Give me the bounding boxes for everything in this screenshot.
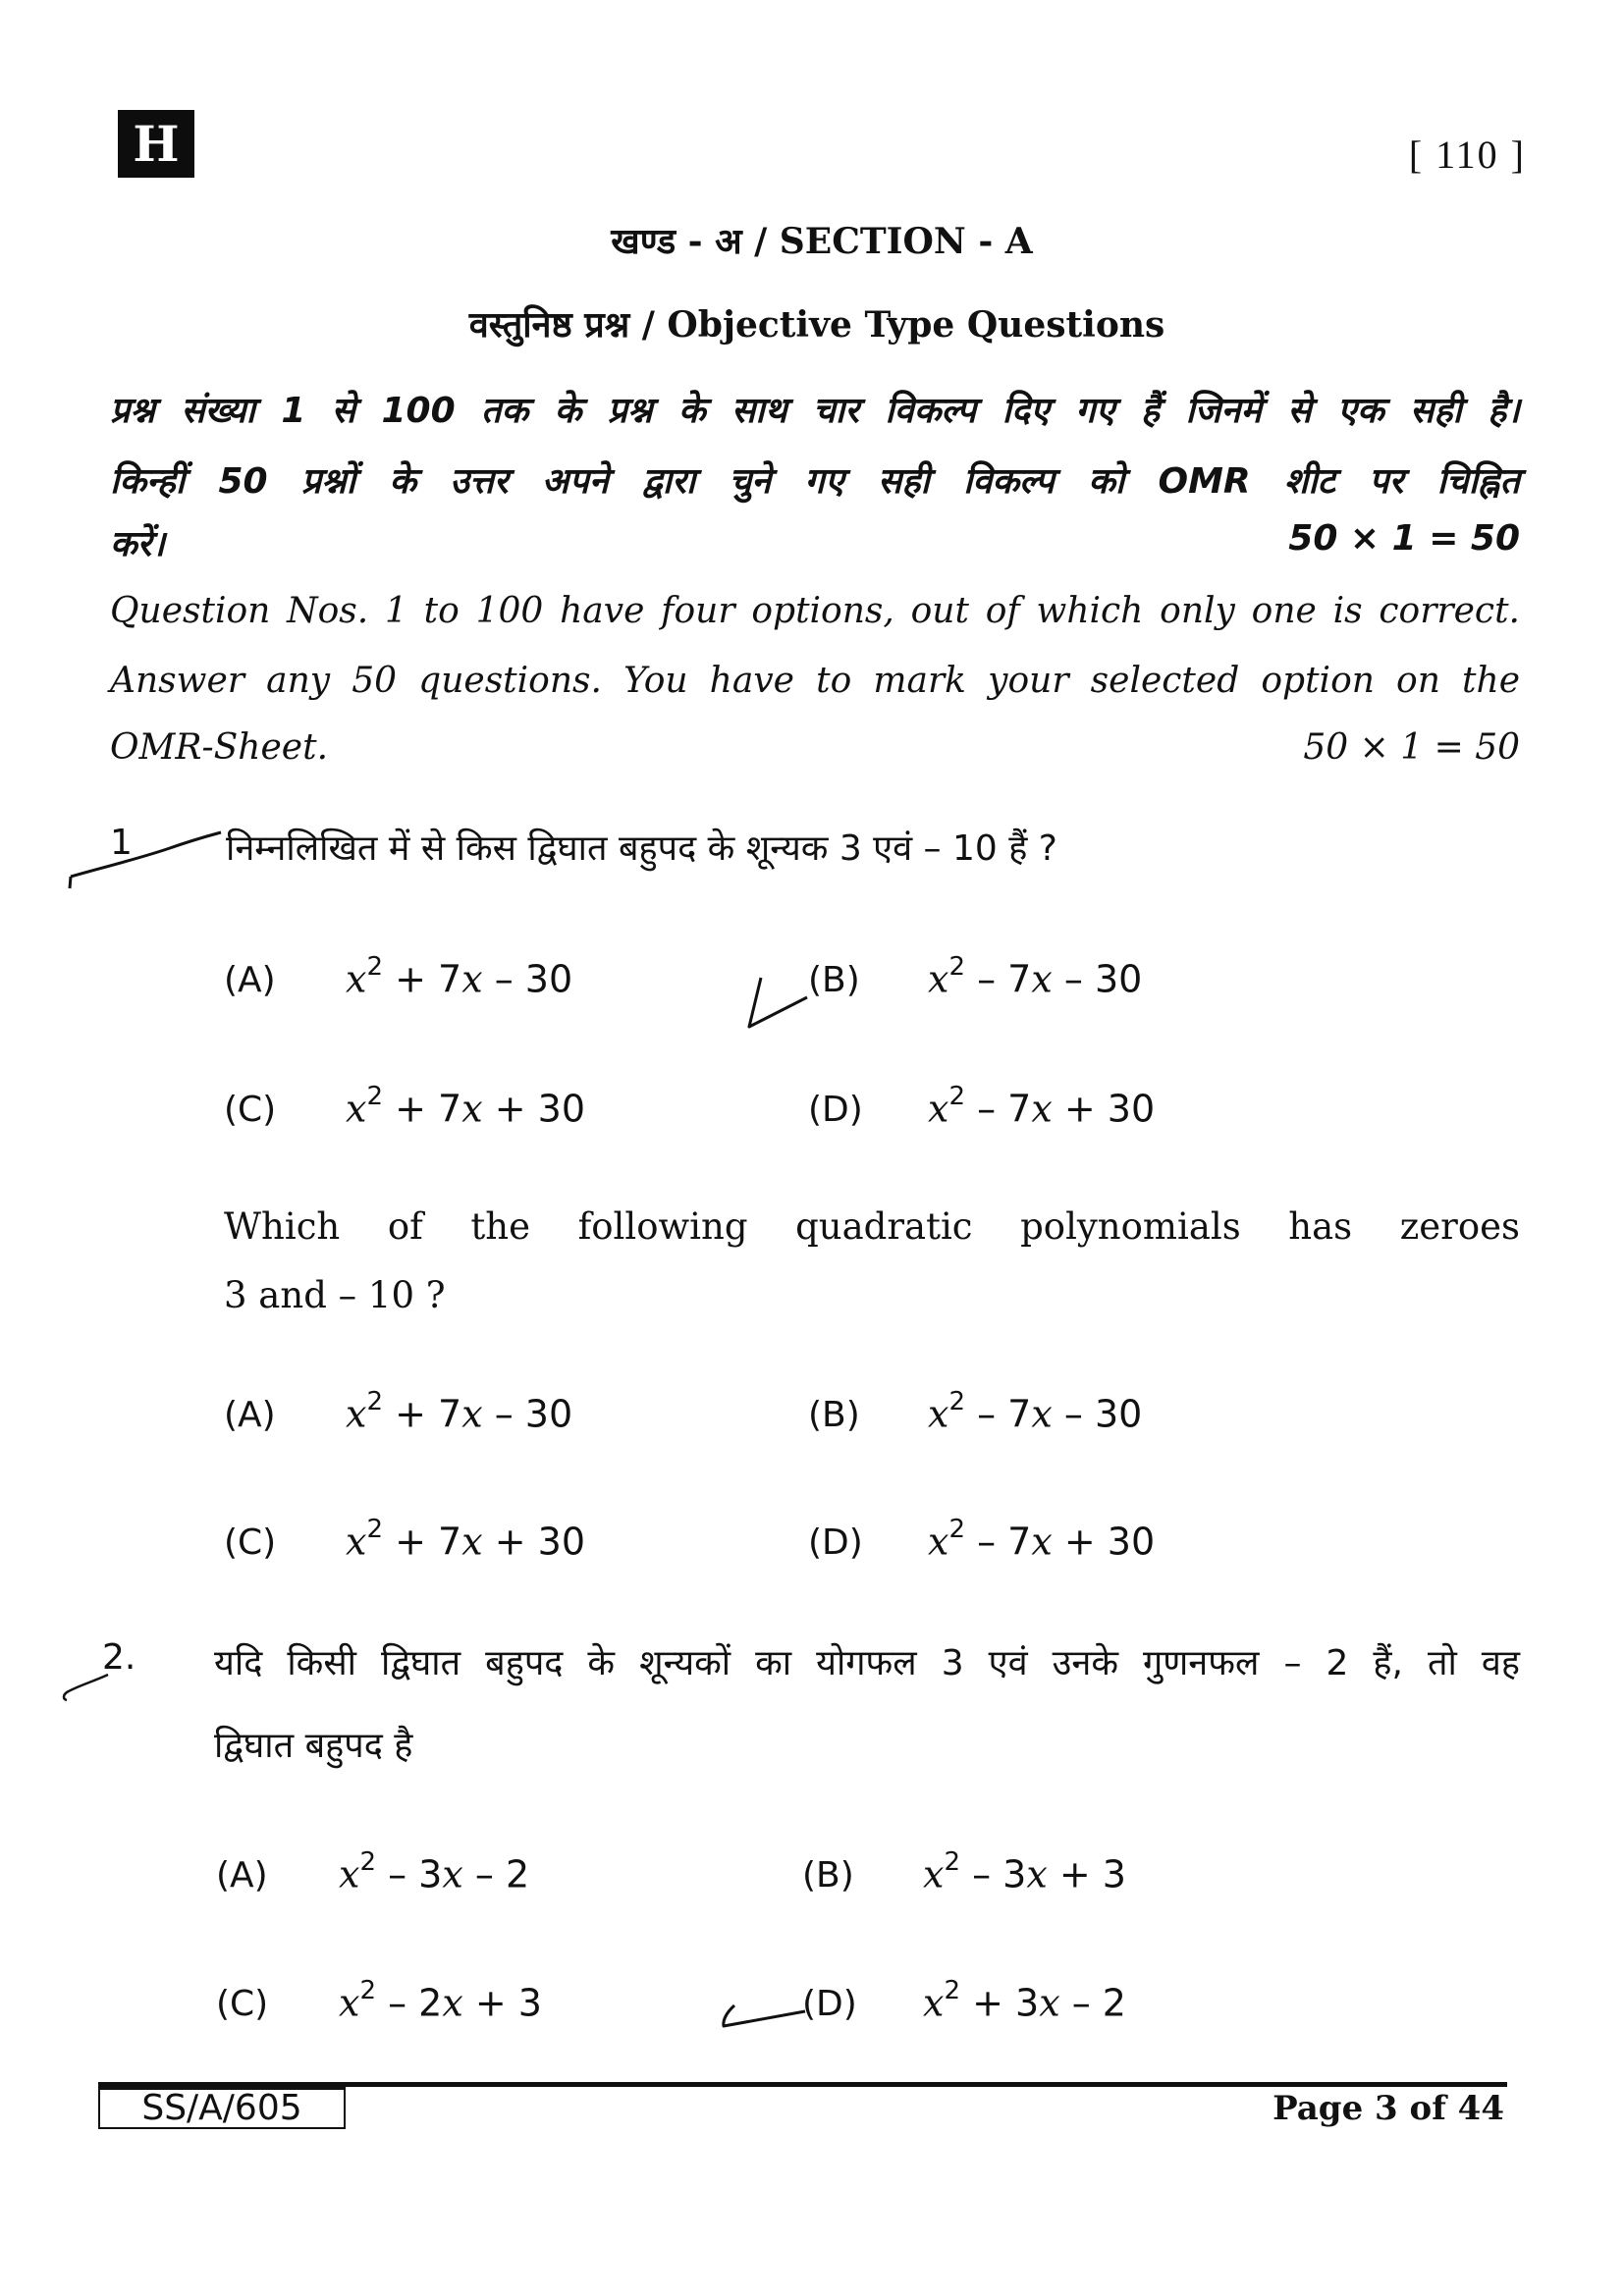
question-1-text-hindi: निम्नलिखित में से किस द्विघात बहुपद के शून्यक 3 एवं – 10 हैं ? — [226, 828, 1057, 869]
q2-option-c-expr: $x^2 - 2x + 3$ — [339, 1976, 542, 2025]
footer-paper-code: SS/A/605 — [98, 2087, 346, 2129]
q2-option-c-label[interactable]: (C) — [216, 1984, 269, 2024]
question-2-text-hindi-line-1: यदि किसी द्विघात बहुपद के शून्यकों का योगफल 3 एवं उनके गुणनफल – 2 हैं, तो वह — [214, 1643, 1520, 1683]
q1-hi-option-a-expr: $x^2 + 7x - 30$ — [346, 952, 573, 1001]
q2-option-b-expr: $x^2 - 3x + 3$ — [923, 1847, 1126, 1896]
q1-hi-option-c-label[interactable]: (C) — [224, 1090, 277, 1130]
instructions-english-line-1: Question Nos. 1 to 100 have four options, out of which only one is correct. — [110, 591, 1520, 631]
q1-en-option-a-label[interactable]: (A) — [224, 1395, 276, 1435]
question-2-number: 2. — [102, 1637, 136, 1678]
q2-option-a-label[interactable]: (A) — [216, 1855, 268, 1896]
section-subtitle: वस्तुनिष्ठ प्रश्न / Objective Type Questions — [468, 304, 1165, 346]
q1-hi-option-d-expr: $x^2 - 7x + 30$ — [928, 1082, 1156, 1131]
q1-hi-option-b-label[interactable]: (B) — [808, 960, 860, 1000]
instructions-english-end: OMR-Sheet. — [110, 727, 329, 768]
q1-en-option-d-expr: $x^2 - 7x + 30$ — [928, 1515, 1156, 1564]
q1-en-option-c-label[interactable]: (C) — [224, 1522, 277, 1563]
q1-hi-option-c-expr: $x^2 + 7x + 30$ — [346, 1082, 585, 1131]
q1-en-option-a-expr: $x^2 + 7x - 30$ — [346, 1387, 573, 1436]
q2-option-d-expr: $x^2 + 3x - 2$ — [923, 1976, 1126, 2025]
q1-en-option-b-label[interactable]: (B) — [808, 1395, 860, 1435]
q2-option-d-label[interactable]: (D) — [802, 1984, 857, 2024]
set-code-badge: H — [118, 110, 194, 178]
instructions-hindi-end: करें। — [110, 524, 166, 564]
question-1-text-english-line-2: 3 and – 10 ? — [224, 1274, 446, 1316]
footer-page-number: Page 3 of 44 — [1272, 2089, 1504, 2128]
instructions-hindi-line-2: किन्हीं 50 प्रश्नों के उत्तर अपने द्वारा चुने गए सही विकल्प को OMR शीट पर चिह्नित — [110, 461, 1520, 502]
q1-en-option-b-expr: $x^2 - 7x - 30$ — [928, 1387, 1143, 1436]
marks-english: 50 × 1 = 50 — [1303, 727, 1520, 768]
q1-en-option-c-expr: $x^2 + 7x + 30$ — [346, 1515, 585, 1564]
q2-option-b-label[interactable]: (B) — [802, 1855, 854, 1896]
q1-hi-option-a-label[interactable]: (A) — [224, 960, 276, 1000]
instructions-english-line-2: Answer any 50 questions. You have to mark your selected option on the — [110, 661, 1520, 701]
question-paper-code: [ 110 ] — [1408, 133, 1526, 177]
q1-hi-option-d-label[interactable]: (D) — [808, 1090, 863, 1130]
marks-hindi: 50 × 1 = 50 — [1288, 518, 1520, 559]
q2-option-a-expr: $x^2 - 3x - 2$ — [339, 1847, 530, 1896]
question-2-text-hindi-line-2: द्विघात बहुपद है — [214, 1726, 413, 1766]
q1-hi-option-b-expr: $x^2 - 7x - 30$ — [928, 952, 1143, 1001]
q1-en-option-d-label[interactable]: (D) — [808, 1522, 863, 1563]
question-1-text-english-line-1: Which of the following quadratic polynomials has zeroes — [224, 1205, 1520, 1248]
instructions-hindi-line-1: प्रश्न संख्या 1 से 100 तक के प्रश्न के साथ चार विकल्प दिए गए हैं जिनमें से एक सही है। — [110, 391, 1520, 431]
section-title: खण्ड - अ / SECTION - A — [611, 221, 1033, 262]
question-1-number: 1 — [110, 823, 133, 863]
